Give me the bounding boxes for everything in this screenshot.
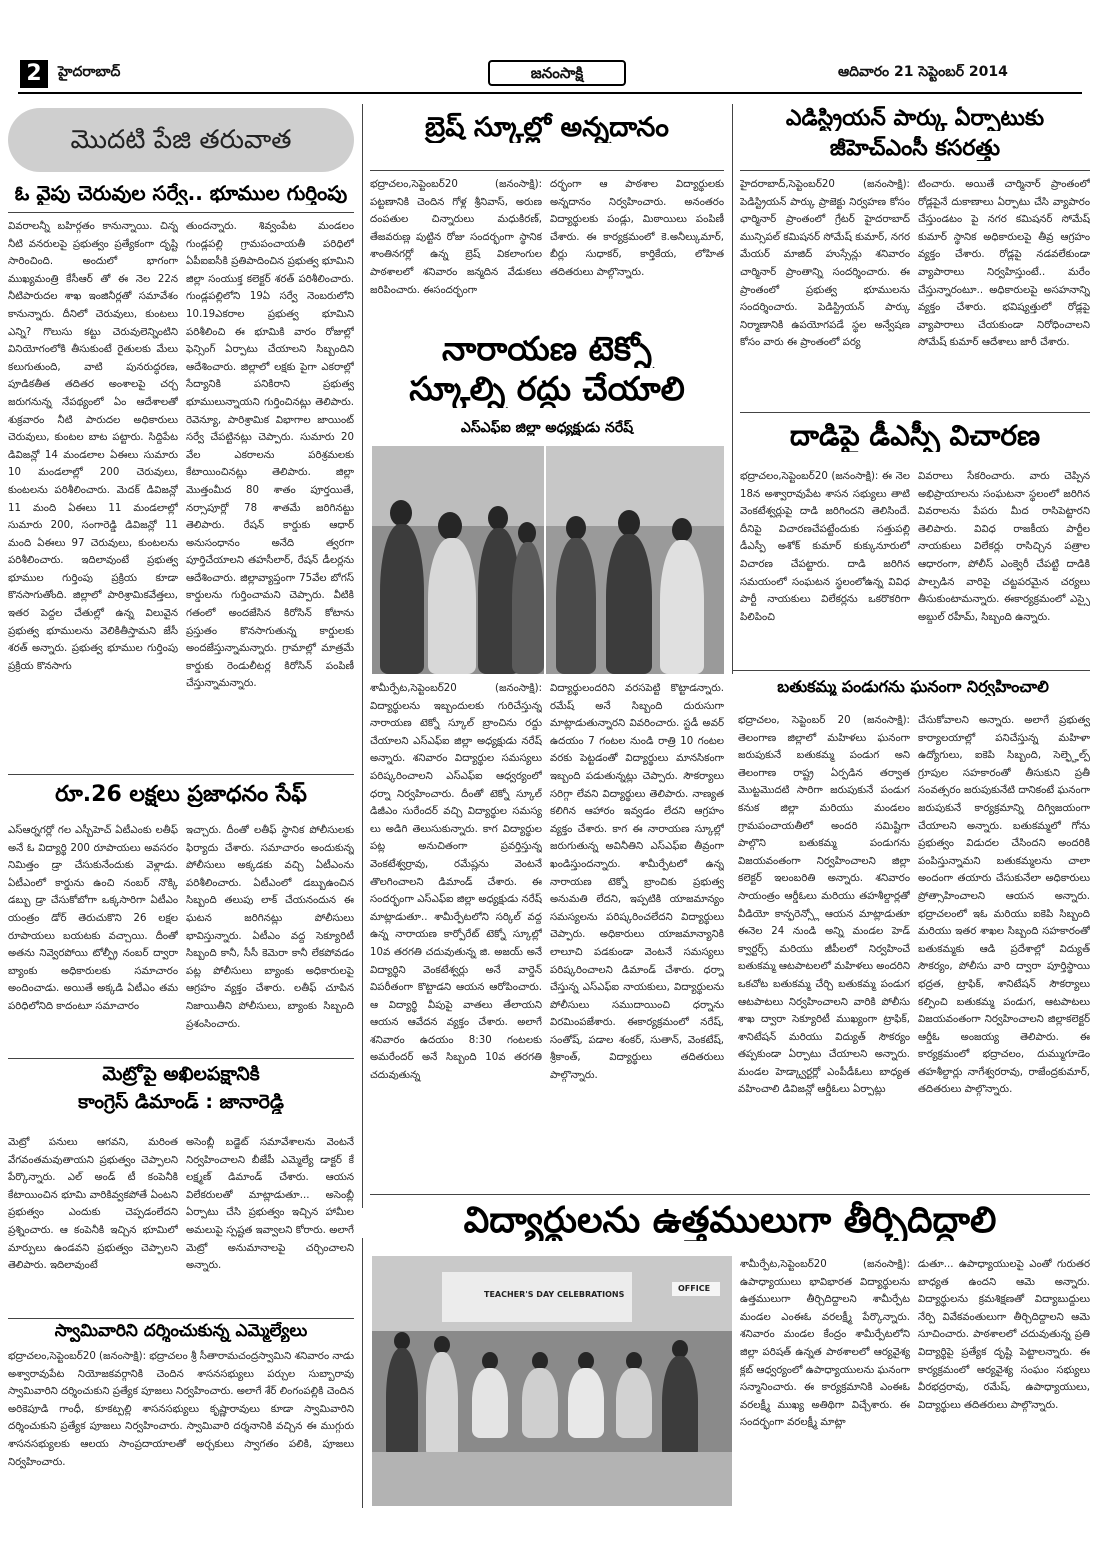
students-best-text: డుతూ... ఉపాధ్యాయులపై ఎంతో గురుతర బాధ్యత ఉందని ఆమె అన్నారు. విద్యార్థులను క్రమశిక్షణతో విద్యాబుద్దులు నేర్పి వివేకవంతులుగా తీర్చిదిద్దాలని ఆమె సూచించారు. పాఠశాలలో చదువుతున్న ప్రతి విద్యార్థిపై ప్రత్యేక దృష్టి పెట్టాలన్నారు. ఈ కార్యక్రమంలో ఆర్యవైశ్య సంఘం సభ్యులు వీరభద్రరావు, రమేష్, ఉపాధ్యాయులు, విద్యార్థులు తదితరులు పాల్గొన్నారు. bbox=[918, 1259, 1090, 1411]
office-sign: OFFICE bbox=[678, 1284, 711, 1293]
brash-school-headline: బ్రెష్ స్కూల్లో అన్నదానం bbox=[425, 112, 669, 143]
rule bbox=[370, 1194, 1090, 1195]
column-divider bbox=[732, 104, 733, 674]
rule bbox=[8, 212, 354, 213]
dsp-inquiry-text: భద్రాచలం,సెప్టెంబర్20 (జనంసాక్షి): ఈ నెల 18న అశ్వారావుపేట శాసన సభ్యులు తాటి వెంకటేశ్వర్లుపై దాడి జరిగిందని తెలిసిందే. దీనిపై విచారణచేపట్టేందుకు సత్తుపల్లి డీఎస్పీ అశోక్ కుమార్ కుక్కునూరులో విచారణ చేపట్టారు. దాడి జరిగిన సమయంలో సంఘటన స్థలంలోఉన్న వివిధ పార్టీ నాయకులు విలేకర్లను ఒకరొకరిగా పిలిపించి bbox=[740, 471, 910, 623]
rule bbox=[740, 170, 1090, 171]
rule bbox=[732, 670, 1090, 671]
narayana-text: శామీర్పేట,సెప్టెంబర్20 (జనంసాక్షి): విద్యార్థులను ఇబ్బందులకు గురిచేస్తున్న నారాయణ టెక్నో స్కూల్ బ్రాంచిను రద్దు చేయాలని ఎస్ఎఫ్ఐ జిల్లా అధ్యక్షుడు నరేష్ అన్నారు. శనివారం విద్యార్థుల సమస్యలు పరిష్కరించాలని ఎస్ఎఫ్ఐ ఆధ్వర్యంలో ధర్నా నిర్వహించారు. దీంతో టెక్నో స్కూల్ డిజీఎం సురేందర్ వచ్చి విద్యార్థుల సమస్య లు అడిగి తెలుసుకున్నారు. కాగ విద్యార్థుల పట్ల అనుచితంగా ప్రవర్తిస్తున్న వెంకటేశ్వర్రావు, రమేష్లను వెంటనే తొలగించాలని డిమాండ్ చేశారు. ఈ సందర్భంగా ఎస్ఎఫ్ఐ జిల్లా అధ్యక్షుడు నరేష్ మాట్లాడుతూ.. శామీర్పేటలోని సర్కిల్ వద్ద ఉన్న నారాయణ కార్పోరేట్ టెక్నో స్కూల్లో 10వ తరగతి చదువుతున్న జి. అజయ్ అనే విద్యార్థిని వెంకటేశ్వర్లు అనే వార్డెన్ విపరీతంగా కొట్టాడని ఆయన ఆరోపించారు. ఆ విద్యార్థి వీపుపై వాతలు తేలాయని ఆయన ఆవేదన వ్యక్తం చేశారు. అలాగే శనివారం ఉదయం 8:30 గంటలకు అమరేందర్ అనే సిబ్బంది 10వ తరగతి చదువుతున్న bbox=[370, 683, 542, 1082]
pedestrian-headline-line2: జీహెచ్ఎంసీ కసరత్తు bbox=[829, 136, 1001, 161]
narayana-headline-line1: నారాయణ టెక్నో bbox=[442, 330, 652, 368]
bathukamma-text: భద్రాచలం, సెప్టెంబర్ 20 (జనంసాక్షి): తెలంగాణ జిల్లాలో మహిళలు ఘనంగా జరుపుకునే బతుకమ్మ పండుగ అని తెలంగాణ రాష్ట్ర ఏర్పడిన తర్వాత మొట్టమొదటి సారిగా జరుపుకునే పండుగ కనుక జిల్లా మరియు మండలం గ్రామపంచాయతీలో అందరి సమిష్టిగా పాల్గొని బతుకమ్మ పండుగను విజయవంతంగా నిర్వహించాలని జిల్లా కలెక్టర్ ఇలంబరితి అన్నారు. శనివారం సాయంత్రం ఆర్డీఓలు మరియు తహశీల్దార్లతో వీడియో కాన్ఫరెన్స్లో ఆయన మాట్లాడుతూ ఈనెల 24 నుండి అన్ని మండల హెడ్ క్వార్టర్స్ మరియు జీపీలలో నిర్వహించే బతుకమ్మ ఆటపాటలలో మహిళలు అందరిని ఒకచోట బతుకమ్మ చేర్చి బతుకమ్మ పండుగ ఆటపాటలు నిర్వహించాలని వారికి పోలీసు శాఖ ద్వారా సెక్యూరిటీ ముఖ్యంగా ట్రాఫిక్, శానిటేషన్ మరియు విద్యుత్ సౌకర్యం తప్పకుండా ఏర్పాటు చేయాలని అన్నారు. మండల హెడ్క్వార్టర్లో ఎంపీడీఓలు బాధ్యత వహించాలి డివిజన్లో ఆర్డీఓలు ఏర్పాట్లు bbox=[738, 715, 910, 1096]
continued-banner: మొదటి పేజి తరువాత bbox=[8, 108, 354, 172]
metro-headline-line1: మెట్రోపై అఖిలపక్షానికి bbox=[102, 1064, 260, 1085]
rule bbox=[8, 1058, 354, 1059]
page-number: 2 bbox=[20, 60, 48, 88]
students-best-text: శామీర్పేట,సెప్టెంబర్20 (జనంసాక్షి): ఉపాధ్యాయులు భావిభారత విద్యార్థులను ఉత్తములుగా తీర్చిదిద్దాలని శామీర్పేట మండల ఎంఈఓ వరలక్ష్మీ పేర్కొన్నారు. శనివారం మండల కేంద్రం శామీర్పేటలోని జిల్లా పరిషత్ ఉన్నత పాఠశాలలో ఆర్యవైశ్య క్లబ్ ఆధ్వర్యంలో ఉపాధ్యాయులను ఘనంగా సన్మానించారు. ఈ కార్యక్రమానికి ఎంఈఓ వరలక్ష్మీ ముఖ్య అతిథిగా విచ్చేశారు. ఈ సందర్భంగా వరలక్ష్మీ మాట్లా bbox=[740, 1259, 910, 1429]
rule bbox=[8, 774, 354, 775]
pedestrian-headline-line1: ఎడిస్ట్రియన్ పార్కు ఏర్పాటుకు bbox=[785, 106, 1045, 131]
tanks-survey-text: వివరాలన్నీ బహిర్గతం కానున్నాయి. చిన్న నీటి వనరులపై ప్రభుత్వం ప్రత్యేకంగా దృష్టి సారించింది. అందులో భాగంగా ముఖ్యమంత్రి కేసీఆర్ తో ఈ నెల 22న నీటిపారుదల శాఖ ఇంజినీర్లతో సమావేశం కానున్నారు. దీనిలో చెరువులు, కుంటలు ఎన్ని? గొలుసు కట్టు చెరువులెన్నింటిని వినియోగంలోకి తీసుకుంటే రైతులకు మేలు కలుగుతుంది, వాటి పునరుద్ధరణ, పూడికతీత తదితర అంశాలపై చర్చ జరుగనున్న నేపథ్యంలో ఏం ఆదేశాలతో శుక్రవారం నీటి పారుదల అధికారులు చెరువులు, కుంటల బాట పట్టారు. సిద్దిపేట డివిజన్లో 14 మండలాల ఏఈలు సుమారు 10 మండలాల్లో 200 చెరువులు, కుంటలను పరిశీలించారు. మెదక్ డివిజన్లో 11 మంది ఏఈలు 11 మండలాల్లో సుమారు 200, సంగారెడ్డి డివిజన్లో 11 మంది ఏఈలు 97 చెరువులు, కుంటలను పరిశీలించారు. ఇదిలావుంటే ప్రభుత్వ భూముల గుర్తింపు ప్రక్రియ కూడా కొనసాగుతోంది. జిల్లాలో పారిశ్రామికవేత్తలు, ఇతర పెద్దల చేతుల్లో ఉన్న విలువైన ప్రభుత్వ భూములను వెలికితీస్తామని జేసీ శరత్ అన్నారు. ప్రభుత్వ భూముల గుర్తింపు ప్రక్రియ కొనసాగు bbox=[8, 221, 178, 672]
public-money-text: ఎస్ఆర్నగర్లో గల ఎస్బీహెచ్ ఏటీఎంకు లతీఫ్ అనే ఓ విద్యార్థి 200 రూపాయలు అవసరం నిమిత్తం డ్రా చేసుకునేందుకు వెళ్లాడు. ఏటీఎంలో కార్డును ఉంచి నంబర్ నొక్కి డబ్బు డ్రా చేసుకోబోగా ఒక్కసారిగా ఏటీఎం యంత్రం డోర్ తెరుచుకొని 26 లక్షల రూపాయలు బయటకు వచ్చాయి. దీంతో అతను నివ్వెరపోయి టోల్ఫ్రీ నంబర్ ద్వారా బ్యాంకు అధికారులకు సమాచారం అందించాడు. అయితే అక్కడి ఏటీఎం తమ పరిధిలోనిది కాదంటూ సమాచారం bbox=[8, 825, 178, 1012]
metro-text: అసెంబ్లీ బడ్జెట్ సమావేశాలను వెంటనే నిర్వహించాలని బీజేపీ ఎమ్మెల్యే డాక్టర్ కే లక్ష్మణ్ డిమాండ్ చేశారు. ఆయన విలేకరులతో మాట్లాడుతూ... అసెంబ్లీ ఏర్పాటు చేసి ప్రభుత్వం ఇచ్చిన హామీల అమలుపై స్పష్టత ఇవ్వాలని కోరారు. అలాగే మెట్రో అనుమానాలపై చర్చించాలని అన్నారు. bbox=[186, 1137, 354, 1272]
metro-headline-line2: కాంగ్రెస్ డిమాండ్ : జానారెడ్డి bbox=[78, 1092, 284, 1113]
header-rule bbox=[18, 92, 1082, 94]
header-date: ఆదివారం 21 సెప్టెంబర్ 2014 bbox=[838, 64, 1008, 80]
pedestrian-text: హైదరాబాద్,సెప్టెంబర్20 (జనంసాక్షి): పెడిస్ట్రియన్ పార్కు ప్రాజెక్టు నిర్వహణ కోసం ఛార్మినార్ ప్రాంతంలో గ్రేటర్ హైదరాబాద్ మున్సిపల్ కమిషనర్ సోమేష్ కుమార్, నగర మేయర్ మాజిద్ హుస్సేన్లు శనివారం చార్మినార్ ప్రాంతాన్ని సందర్శించారు. ఈ ప్రాంతంలో ప్రభుత్వ భూములను సందర్శించారు. పెడిస్ట్రియన్ పార్కు నిర్మాణానికి ఉపయోగపడే స్థల అన్వేషణ కోసం వారు ఈ ప్రాంతంలో పర్య bbox=[740, 179, 910, 349]
pedestrian-text: టించారు. అయితే చార్మినార్ ప్రాంతంలో రోడ్లపైనే దుకాణాలు ఏర్పాటు చేసి వ్యాపారం చేస్తుండటం పై నగర కమిషనర్ సోమేష్ కుమార్ స్థానిక అధికారులపై తీవ్ర ఆగ్రహం వ్యక్తం చేశారు. రోడ్లపై నడవలేకుండా వ్యాపారాలు నిర్వహిస్తుంటే.. మరేం చేస్తున్నారంటూ.. అధికారులపై అసహనాన్ని వ్యక్తం చేశారు. భవిష్యత్తులో రోడ్లపై వ్యాపారాలు చేయకుండా నిరోధించాలని సోమేష్ కుమార్ ఆదేశాలు జారీ చేశారు. bbox=[918, 179, 1090, 349]
rule bbox=[8, 1318, 354, 1319]
dsp-inquiry-text: వివరాలు సేకరించారు. వారు చెప్పిన అభిప్రాయాలను సంఘటనా స్థలంలో జరిగిన వివరాలను పేపరు మీద రాసిపెట్టారని తెలిపారు. వివిధ రాజకీయ పార్టీల నాయకులు విలేకర్లు రాసిచ్చిన పత్రాల ఆధారంగా, పోలీస్ ఎంక్వెరీ చేపట్టి దాడికి పాల్పడిన వారిపై చట్టపరమైన చర్యలు తీసుకుంటామన్నారు. ఈకార్యక్రమంలో ఎస్సై అబ్దుల్ రహీమ్, సిబ్బంది ఉన్నారు. bbox=[918, 471, 1090, 623]
teachers-day-photo bbox=[372, 1256, 732, 1506]
rule bbox=[740, 412, 1090, 413]
bathukamma-headline: బతుకమ్మ పండుగను ఘనంగా నిర్వహించాలి bbox=[777, 678, 1049, 696]
rule bbox=[370, 170, 724, 171]
masthead-logo: జనంసాక్షి bbox=[488, 60, 626, 86]
narayana-subhead: ఎస్ఎఫ్ఐ జిల్లా అధ్యక్షుడు నరేష్ bbox=[460, 420, 634, 436]
header-city: హైదరాబాద్ bbox=[58, 64, 121, 80]
mla-darshan-headline: స్వామివారిని దర్శించుకున్న ఎమ్మెల్యేలు bbox=[54, 1322, 308, 1341]
metro-text: మెట్రో పనులు ఆగవని, మరింత వేగవంతమవుతాయని ప్రభుత్వం చెప్పాలని పేర్కొన్నారు. ఎల్ అండ్ టీ కంపెనీకి కేటాయించిన భూమి వారికివ్వకపోతే ఏంటని ప్రభుత్వం ఎందుకు చెప్పడంలేదని ప్రశ్నించారు. ఆ కంపెనీకి ఇచ్చిన భూమిలో మార్పులు ఉండవని ప్రభుత్వం చెప్పాలని తెలిపారు. ఇదిలావుంటే bbox=[8, 1137, 178, 1272]
brash-school-text: దర్భంగా ఆ పాఠశాల విద్యార్థులకు అన్నదానం నిర్వహించారు. అనంతరం విద్యార్థులకు పండ్లు, మిఠాయిలు పంపిణీ చేశారు. ఈ కార్యక్రమంలో కె.అనీల్కుమార్, బీర్లు సుధాకర్, కార్తికేయ, లోహిత తదితరులు పాల్గొన్నారు. bbox=[550, 179, 724, 278]
column-divider bbox=[362, 104, 363, 1208]
public-money-headline: రూ.26 లక్షలు ప్రజాధనం సేఫ్ bbox=[55, 782, 307, 807]
protest-photo bbox=[546, 446, 724, 674]
brash-school-text: భద్రాచలం,సెప్టెంబర్20 (జనంసాక్షి): పట్టణానికి చెందిన గోళ్ల శ్రీనివాస్, అరుణ దంపతుల చిన్నారులు మధుకిరణ్, తేజవరుణ్ల పుట్టిన రోజు సందర్భంగా స్థానిక శాంతినగర్లో ఉన్న బ్రెష్ వికలాంగుల పాఠశాలలో శనివారం జన్మదిన వేడుకలు జరిపించారు. ఈసందర్భంగా bbox=[370, 179, 542, 296]
mla-darshan-text: భద్రాచలం,సెప్టెంబర్20 (జనంసాక్షి): భద్రాచలం శ్రీ సీతారామచంద్రస్వామిని శనివారం నాడు అశ్వారావుపేట నియోజకవర్గానికి చెందిన శాసనసభ్యులు పర్చుల సుబ్బారావు స్వామివారిని దర్శించుకుని ప్రత్యేక పూజలు నిర్వహించారు. అలాగే శేర్ లింగంపల్లికి చెందిన అరికెపూడి గాంధీ, కూకట్పల్లి శాసనసభ్యులు కృష్ణారావులు కూడా స్వామివారిని దర్శించుకుని ప్రత్యేక పూజలు నిర్వహించారు. స్వామివారి దర్శనానికి వచ్చిన ఈ ముగ్గురు శాసనసభ్యులకు ఆలయ సాంప్రదాయాలతో అర్చకులు స్వాగతం పలికి, పూజలు నిర్వహించారు. bbox=[8, 1351, 354, 1468]
public-money-text: ఇచ్చారు. దీంతో లతీఫ్ స్థానిక పోలీసులకు ఫిర్యాదు చేశారు. సమాచారం అందుకున్న పోలీసులు అక్కడకు వచ్చి ఏటీఎంను పరిశీలించారు. ఏటీఎంలో డబ్బుఉంచిన సిబ్బంది తలుపు లాక్ చేయనందున ఈ ఘటన జరిగినట్లు పోలీసులు భావిస్తున్నారు. ఏటీఎం వద్ద సెక్యూరిటీ సిబ్బంది కానీ, సీసీ కెమెరా కానీ లేకపోవడం పట్ల పోలీసులు బ్యాంకు అధికారులపై ఆగ్రహం వ్యక్తం చేశారు. లతీఫ్ చూపిన నిజాయితీని పోలీసులు, బ్యాంకు సిబ్బంది ప్రశంసించారు. bbox=[186, 825, 354, 1030]
dsp-inquiry-headline: దాడిపై డీఎస్పీ విచారణ bbox=[789, 420, 1041, 452]
narayana-headline-line2: స్కూల్ని రద్దు చేయాలి bbox=[409, 370, 685, 408]
column-divider bbox=[362, 1238, 363, 1508]
tanks-survey-text: తుందన్నారు. శివ్వంపేట మండలం గుండ్లపల్లి గ్రామపంచాయతీ పరిధిలో ఏపీఐఐసీకి ప్రతిపాదించిన ప్రభుత్వ భూమిని జిల్లా సంయుక్త కలెక్టర్ శరత్ పరిశీలించారు. గుండ్లపల్లిలోని 19ఏ సర్వే నెంబరులోని 10.19ఎకరాల ప్రభుత్వ భూమిని పరిశీలించి ఈ భూమికి వారం రోజుల్లో ఫెన్సింగ్ ఏర్పాటు చేయాలని సిబ్బందిని ఆదేశించారు. జిల్లాలో లక్షకు పైగా ఎకరాల్లో సేద్యానికి పనికిరాని ప్రభుత్వ భూములున్నాయని గుర్తించినట్లు తెలిపారు. రెవెన్యూ, పారిశ్రామిక విభాగాల జాయింట్ సర్వే చేపట్టినట్లు చెప్పారు. సుమారు 20 వేల ఎకరాలను పరిశ్రమలకు కేటాయించినట్లు తెలిపారు. జిల్లా మొత్తంమీద 80 శాతం పూర్తయితే, నర్సాపూర్లో 78 శాతమే జరిగినట్టు తెలిపారు. రేషన్ కార్డుకు ఆధార్ అనుసంధానం అనేది త్వరగా పూర్తిచేయాలని తహసీలార్, రేషన్ డీలర్లను ఆదేశించారు. జిల్లావ్యాప్తంగా 75వేల బోగస్ కార్డులను గుర్తించామని చెప్పారు. వీటికి గతంలో అందజేసిన కిరోసిన్ కోటాను ప్రస్తుతం కొనసాగుతున్న కార్డులకు అందజేస్తున్నామన్నారు. గ్రామాల్లో మాత్రమే కార్డుకు రెండులీటర్ల కిరోసిన్ పంపిణీ చేస్తున్నామన్నారు. bbox=[186, 221, 354, 690]
tanks-survey-headline: ఓ వైపు చెరువుల సర్వే.. భూముల గుర్తింపు bbox=[14, 182, 348, 205]
bathukamma-text: చేసుకోవాలని అన్నారు. అలాగే ప్రభుత్వ కార్యాలయాల్లో పనిచేస్తున్న మహిళా ఉద్యోగులు, ఐకెపి సిబ్బంది, సెల్ఫ్హెల్ప్ గ్రూపుల సహకారంతో తీసుకుని ప్రతీ సంవత్సరం జరుపుకునేటి దానికంటే ఘనంగా జరుపుకునే కార్యక్రమాన్ని దిగ్విజయంగా చేయాలని అన్నారు. బతుకమ్మలో గోను ప్రభుత్వం విడుదల చేసిందని అందరికి పంపిస్తున్నామని బతుకమ్మలను చాలా అందంగా తయారు చేసుకునేలా అధికారులు ప్రోత్సాహించాలని ఆయన అన్నారు. భద్రాచలంలో ఇఓ మరియు ఐకెపి సిబ్బంది మరియు ఇతర శాఖల సిబ్బంది సహకారంతో బతుకమ్మకు ఆడి ప్రదేశాల్లో విద్యుత్ సౌకర్యం, పోలీసు వారి ద్వారా పూర్తిస్థాయి భద్రత, ట్రాఫిక్, శానిటేషన్ సౌకర్యాలు కల్పించి బతుకమ్మ పండుగ, ఆటపాటలు విజయవంతంగా నిర్వహించాలని జిల్లాకలెక్టర్ ఆర్డీఓ అంజయ్య తెలిపారు. ఈ కార్యక్రమంలో భద్రాచలం, దుమ్ముగూడెం తహశీల్దార్లు నాగేశ్వరరావు, రాజేంద్రకుమార్, తదితరులు పాల్గొన్నారు. bbox=[918, 715, 1090, 1096]
teachers-day-banner: TEACHER'S DAY CELEBRATIONS bbox=[484, 1290, 625, 1299]
protest-photo bbox=[372, 446, 544, 674]
students-best-headline: విద్యార్థులను ఉత్తములుగా తీర్చిదిద్దాలి bbox=[463, 1200, 997, 1241]
narayana-text: విద్యార్థులందరిని వరసపెట్టి కొట్టాడన్నారు. రమేష్ అనే సిబ్బంది దురుసుగా మాట్లాడుతున్నారని వివరించారు. స్టడీ అవర్ ఉదయం 7 గంటల నుండి రాత్రి 10 గంటల వరకు పెట్టడంతో విద్యార్థులు మానసికంగా ఇబ్బంది పడుతున్నట్లు చెప్పారు. సౌకర్యాలు సరిగ్గా లేవని విద్యార్థులు తెలిపారు. నాణ్యత కలిగిన ఆహారం ఇవ్వడం లేదని ఆగ్రహం వ్యక్తం చేశారు. కాగ ఈ నారాయణ స్కూల్లో జరుగుతున్న అవినీతిని ఎస్ఎఫ్ఐ తీవ్రంగా ఖండిస్తుందన్నారు. శామీర్పేటలో ఉన్న నారాయణ టెక్నో బ్రాంచికు ప్రభుత్వ అనుమతి లేదని, ఇప్పటికి యాజమాన్యం సమస్యలను పరిష్కరించలేదని విద్యార్థులు చెప్పారు. అధికారులు యాజమాన్యానికి లాలూచి పడకుండా వెంటనే సమస్యలు పరిష్కరించాలని డిమాండ్ చేశారు. ధర్నా చేస్తున్న ఎస్ఎఫ్ఐ నాయకులు, విద్యార్థులను పోలీసులు సముదాయించి ధర్నాను విరమింపజేశారు. ఈకార్యక్రమంలో నరేష్, సంతోష్, పడాల శంకర్, సుతాన్, వెంకటేష్, శ్రీకాంత్, విద్యార్థులు తదితరులు పాల్గొన్నారు. bbox=[550, 683, 724, 1082]
